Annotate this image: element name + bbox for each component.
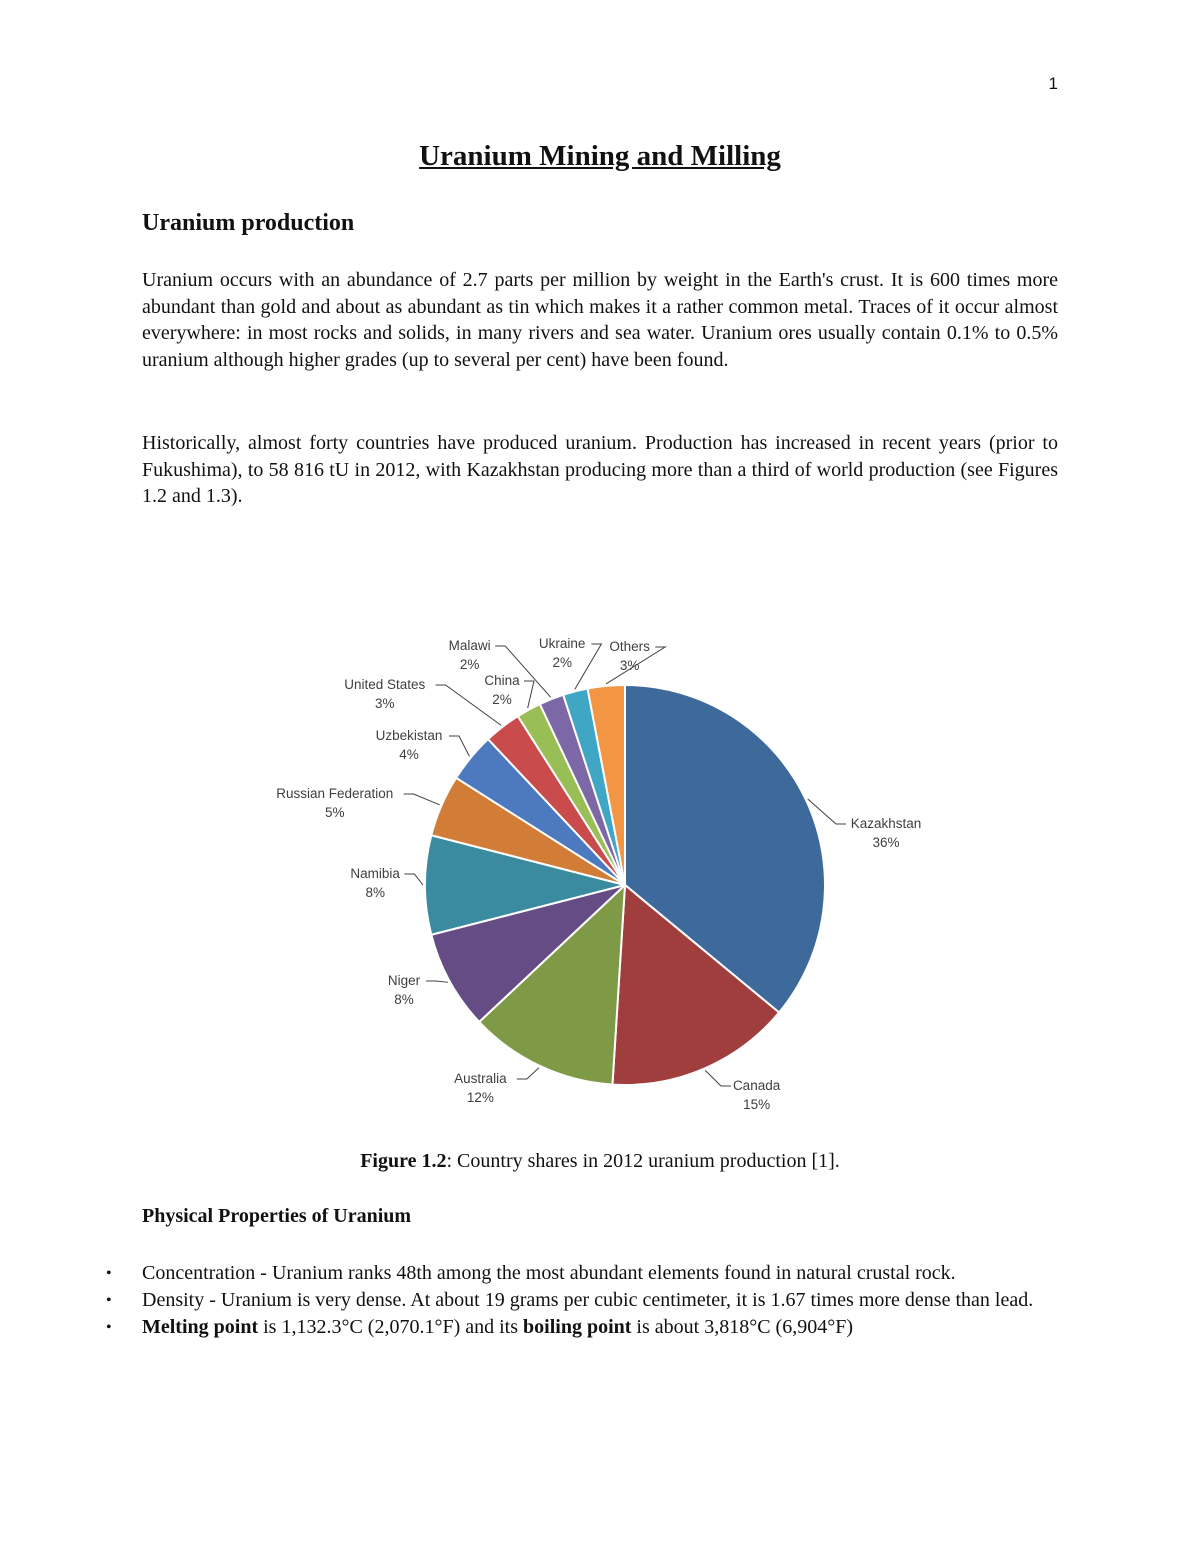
slice-label-percent: 3%	[619, 658, 640, 673]
leader-line	[426, 981, 448, 982]
slice-label-percent: 15%	[743, 1097, 771, 1112]
slice-label-category: Niger	[387, 973, 421, 988]
slice-label-percent: 8%	[394, 992, 414, 1007]
leader-line	[404, 794, 440, 805]
leader-line	[524, 681, 534, 708]
figure-caption-label: Figure 1.2	[360, 1150, 447, 1172]
slice-label-category: Russian Federation	[276, 786, 394, 801]
pie-chart-svg	[250, 620, 950, 1130]
pie-chart	[250, 620, 950, 1130]
bullet-icon: •	[106, 1292, 112, 1309]
leader-line	[449, 736, 469, 756]
list-item-text: Density - Uranium is very dense. At about 19 grams per cubic centimeter, it is 1.67 times more dense than lead.	[142, 1289, 1034, 1311]
slice-label-category: Ukraine	[538, 636, 586, 651]
paragraph-abundance: Uranium occurs with an abundance of 2.7 parts per million by weight in the Earth's crust. It is 600 times more abundant than gold and about as abundant as tin which makes it a rather common metal. Traces of it occur almost everywhere: in most rocks and solids, in many rivers and sea water. Uranium ores usually contain 0.1% to 0.5% uranium although higher grades (up to several per cent) have been found.	[142, 269, 1058, 371]
document-title: Uranium Mining and Milling	[419, 140, 781, 172]
list-item-text: Concentration - Uranium ranks 48th among the most abundant elements found in natural crustal rock.	[142, 1262, 956, 1284]
slice-label-category: Others	[609, 639, 650, 654]
slice-label-category: Namibia	[350, 866, 400, 881]
slice-label-category: Kazakhstan	[850, 816, 922, 831]
slice-label-percent: 2%	[459, 657, 480, 672]
slice-label-percent: 5%	[325, 805, 345, 820]
list-item	[106, 1287, 1058, 1314]
properties-list	[106, 1260, 1058, 1341]
slice-label-percent: 12%	[466, 1090, 494, 1105]
leader-line	[517, 1068, 539, 1079]
page-number: 1	[1048, 74, 1058, 93]
boiling-point-text: is about 3,818°C (6,904°F)	[631, 1316, 853, 1338]
slice-label-percent: 2%	[552, 655, 572, 670]
slice-label-category: Canada	[732, 1078, 781, 1093]
figure-caption	[0, 1150, 1200, 1173]
leader-line	[404, 874, 423, 885]
melting-point-label: Melting point	[142, 1316, 259, 1338]
slice-label-percent: 3%	[375, 696, 395, 711]
slice-label-category: United States	[344, 677, 426, 692]
paragraph-production: Historically, almost forty countries have produced uranium. Production has increased in recent years (prior to Fukushima), to 58 816 tU in 2012, with Kazakhstan producing more than a third of world production (see Figures 1.2 and 1.3).	[142, 432, 1058, 507]
slice-label-percent: 2%	[492, 692, 512, 707]
slice-label-category: Uzbekistan	[375, 728, 443, 743]
slice-label-percent: 4%	[399, 747, 419, 762]
slice-label-category: China	[484, 673, 520, 688]
slice-label-percent: 8%	[365, 885, 385, 900]
bullet-icon: •	[106, 1265, 112, 1282]
melting-point-text: is 1,132.3°C (2,070.1°F) and its	[258, 1316, 524, 1338]
slice-label-category: Australia	[454, 1071, 507, 1086]
list-item	[106, 1314, 1058, 1341]
list-item	[106, 1260, 1058, 1287]
leader-line	[495, 646, 550, 697]
slice-label-category: Malawi	[448, 638, 491, 653]
slice-label-percent: 36%	[872, 835, 900, 850]
section-heading: Uranium production	[142, 210, 355, 236]
boiling-point-label: boiling point	[523, 1316, 632, 1338]
bullet-icon: •	[106, 1319, 112, 1336]
properties-heading: Physical Properties of Uranium	[142, 1205, 412, 1227]
leader-line	[705, 1070, 731, 1086]
figure-caption-text: : Country shares in 2012 uranium production [1].	[446, 1150, 840, 1172]
